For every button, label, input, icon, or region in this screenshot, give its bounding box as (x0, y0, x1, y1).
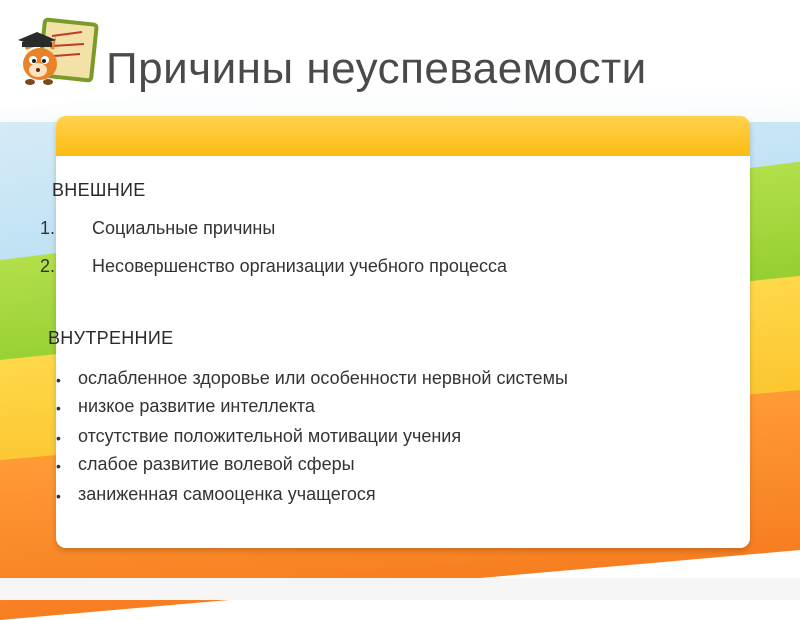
external-heading: ВНЕШНИЕ (52, 180, 146, 200)
internal-item-2: низкое развитие интеллекта (78, 396, 315, 416)
bullet-icon: • (56, 488, 61, 504)
external-item-2-number: 2. (40, 256, 56, 276)
bullet-icon: • (56, 372, 61, 388)
external-item-1-number: 1. (40, 218, 56, 238)
bullet-icon: • (56, 458, 61, 474)
bullet-icon: • (56, 400, 61, 416)
internal-item-1: ослабленное здоровье или особенности нервной системы (78, 368, 568, 388)
cartoon-fox-teacher-icon (12, 18, 98, 90)
internal-item-3: отсутствие положительной мотивации учения (78, 426, 462, 446)
internal-item-5: заниженная самооценка учащегося (78, 484, 376, 504)
card-header-bar (56, 116, 750, 156)
bottom-strip (0, 578, 800, 600)
external-item-2: Несовершенство организации учебного процесса (92, 256, 508, 276)
slide-title: Причины неуспеваемости (106, 44, 647, 93)
content-card (40, 116, 750, 548)
internal-item-4: слабое развитие волевой сферы (78, 454, 355, 474)
internal-heading: ВНУТРЕННИЕ (48, 328, 174, 348)
external-item-1: Социальные причины (92, 218, 276, 238)
bullet-icon: • (56, 430, 61, 446)
